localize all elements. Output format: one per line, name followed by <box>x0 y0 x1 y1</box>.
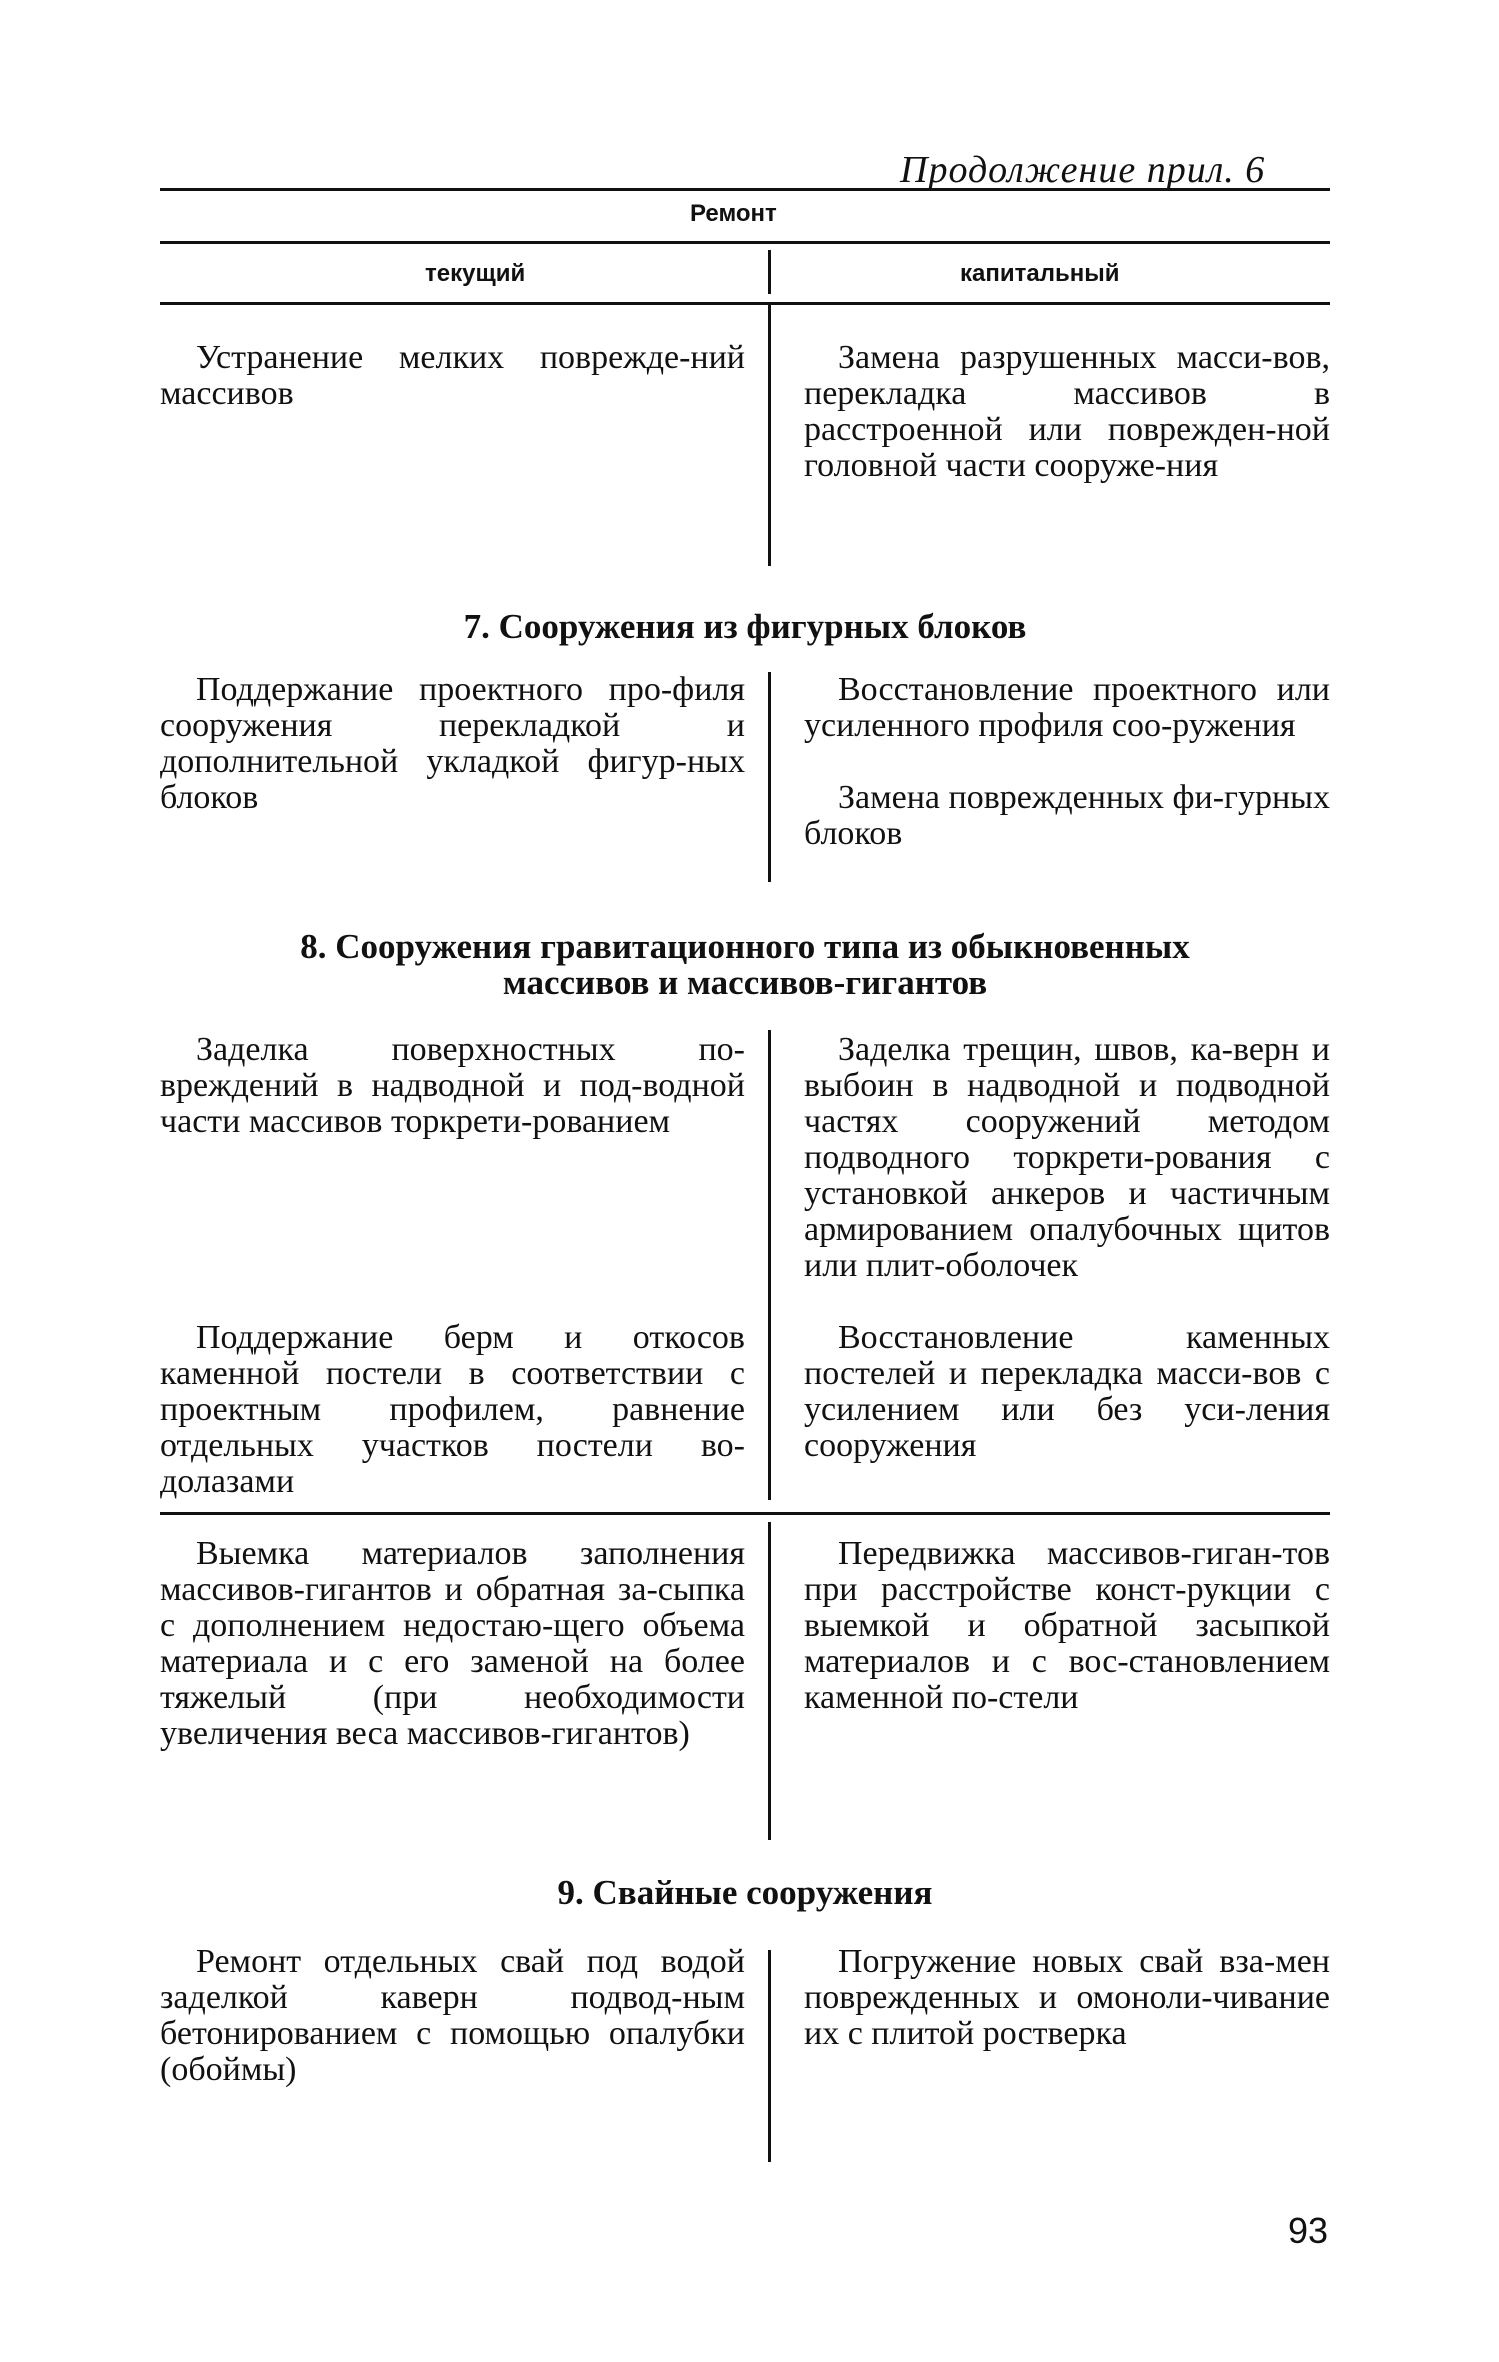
section-title-7: 7. Сооружения из фигурных блоков <box>463 607 1027 646</box>
section8-row1-current-cell: Заделка поверхностных по-вреждений в надводной и под-водной части массивов торкрети-рованием <box>160 1031 745 1140</box>
running-header: Продолжение прил. 6 <box>900 149 1266 191</box>
section8-row3-capital-cell: Передвижка массивов-гиган-тов при расстройстве конст-рукции с выемкой и обратной засыпкой материалов и с вос-становлением каменной по-стели <box>804 1535 1330 1716</box>
section7-capital-cell-1: Восстановление проектного или усиленного профиля соо-ружения <box>804 671 1330 744</box>
section-title-8-line2: массивов и массивов-гигантов <box>502 963 988 1002</box>
section-title-8-line1: 8. Сооружения гравитационного типа из обыкновенных <box>300 927 1190 966</box>
row0-capital-cell: Замена разрушенных масси-вов, перекладка массивов в расстроенной или поврежден-ной головной части сооруже-ния <box>804 339 1330 484</box>
section7-current-cell: Поддержание проектного про-филя сооружения перекладкой и дополнительной укладкой фигур-ных блоков <box>160 671 745 816</box>
table-header-group: Ремонт <box>690 200 777 227</box>
column-header-divider <box>768 250 771 294</box>
section9-capital-cell: Погружение новых свай вза-мен поврежденных и омоноли-чивание их с плитой ростверка <box>804 1943 1330 2052</box>
column-header-capital: капитальный <box>960 260 1120 287</box>
row0-current-cell: Устранение мелких поврежде-ний массивов <box>160 339 745 412</box>
row-separator-rule <box>160 1512 1330 1515</box>
section9-current-cell: Ремонт отдельных свай под водой заделкой каверн подвод-ным бетонированием с помощью опалубки (обоймы) <box>160 1943 745 2088</box>
table-header-rule <box>160 241 1330 244</box>
column-divider <box>768 304 771 566</box>
section8-row2-current-cell: Поддержание берм и откосов каменной постели в соответствии с проектным профилем, равнение отдельных участков постели во-долазами <box>160 1319 745 1500</box>
column-header-current: текущий <box>425 260 526 287</box>
column-divider <box>768 672 771 882</box>
column-divider <box>768 1950 771 2162</box>
section8-row1-capital-cell: Заделка трещин, швов, ка-верн и выбоин в надводной и подводной частях сооружений методом подводного торкрети-рования с установкой анкеров и частичным армированием опалубочных щитов или плит-оболочек <box>804 1031 1330 1284</box>
section7-capital-cell-2: Замена поврежденных фи-гурных блоков <box>804 779 1331 852</box>
column-divider <box>768 1522 771 1840</box>
column-divider <box>768 1030 771 1500</box>
table-header-bottom-rule <box>160 302 1330 305</box>
section-title-9: 9. Свайные сооружения <box>557 1873 933 1912</box>
section8-row3-current-cell: Выемка материалов заполнения массивов-гигантов и обратная за-сыпка с дополнением недостаю-щего объема материала и с его заменой на более тяжелый (при необходимости увеличения веса массивов-гигантов) <box>160 1535 745 1752</box>
page-number: 93 <box>1288 2210 1329 2251</box>
table-top-rule <box>160 188 1330 191</box>
section8-row2-capital-cell: Восстановление каменных постелей и перекладка масси-вов с усилением или без уси-ления сооружения <box>804 1319 1330 1464</box>
